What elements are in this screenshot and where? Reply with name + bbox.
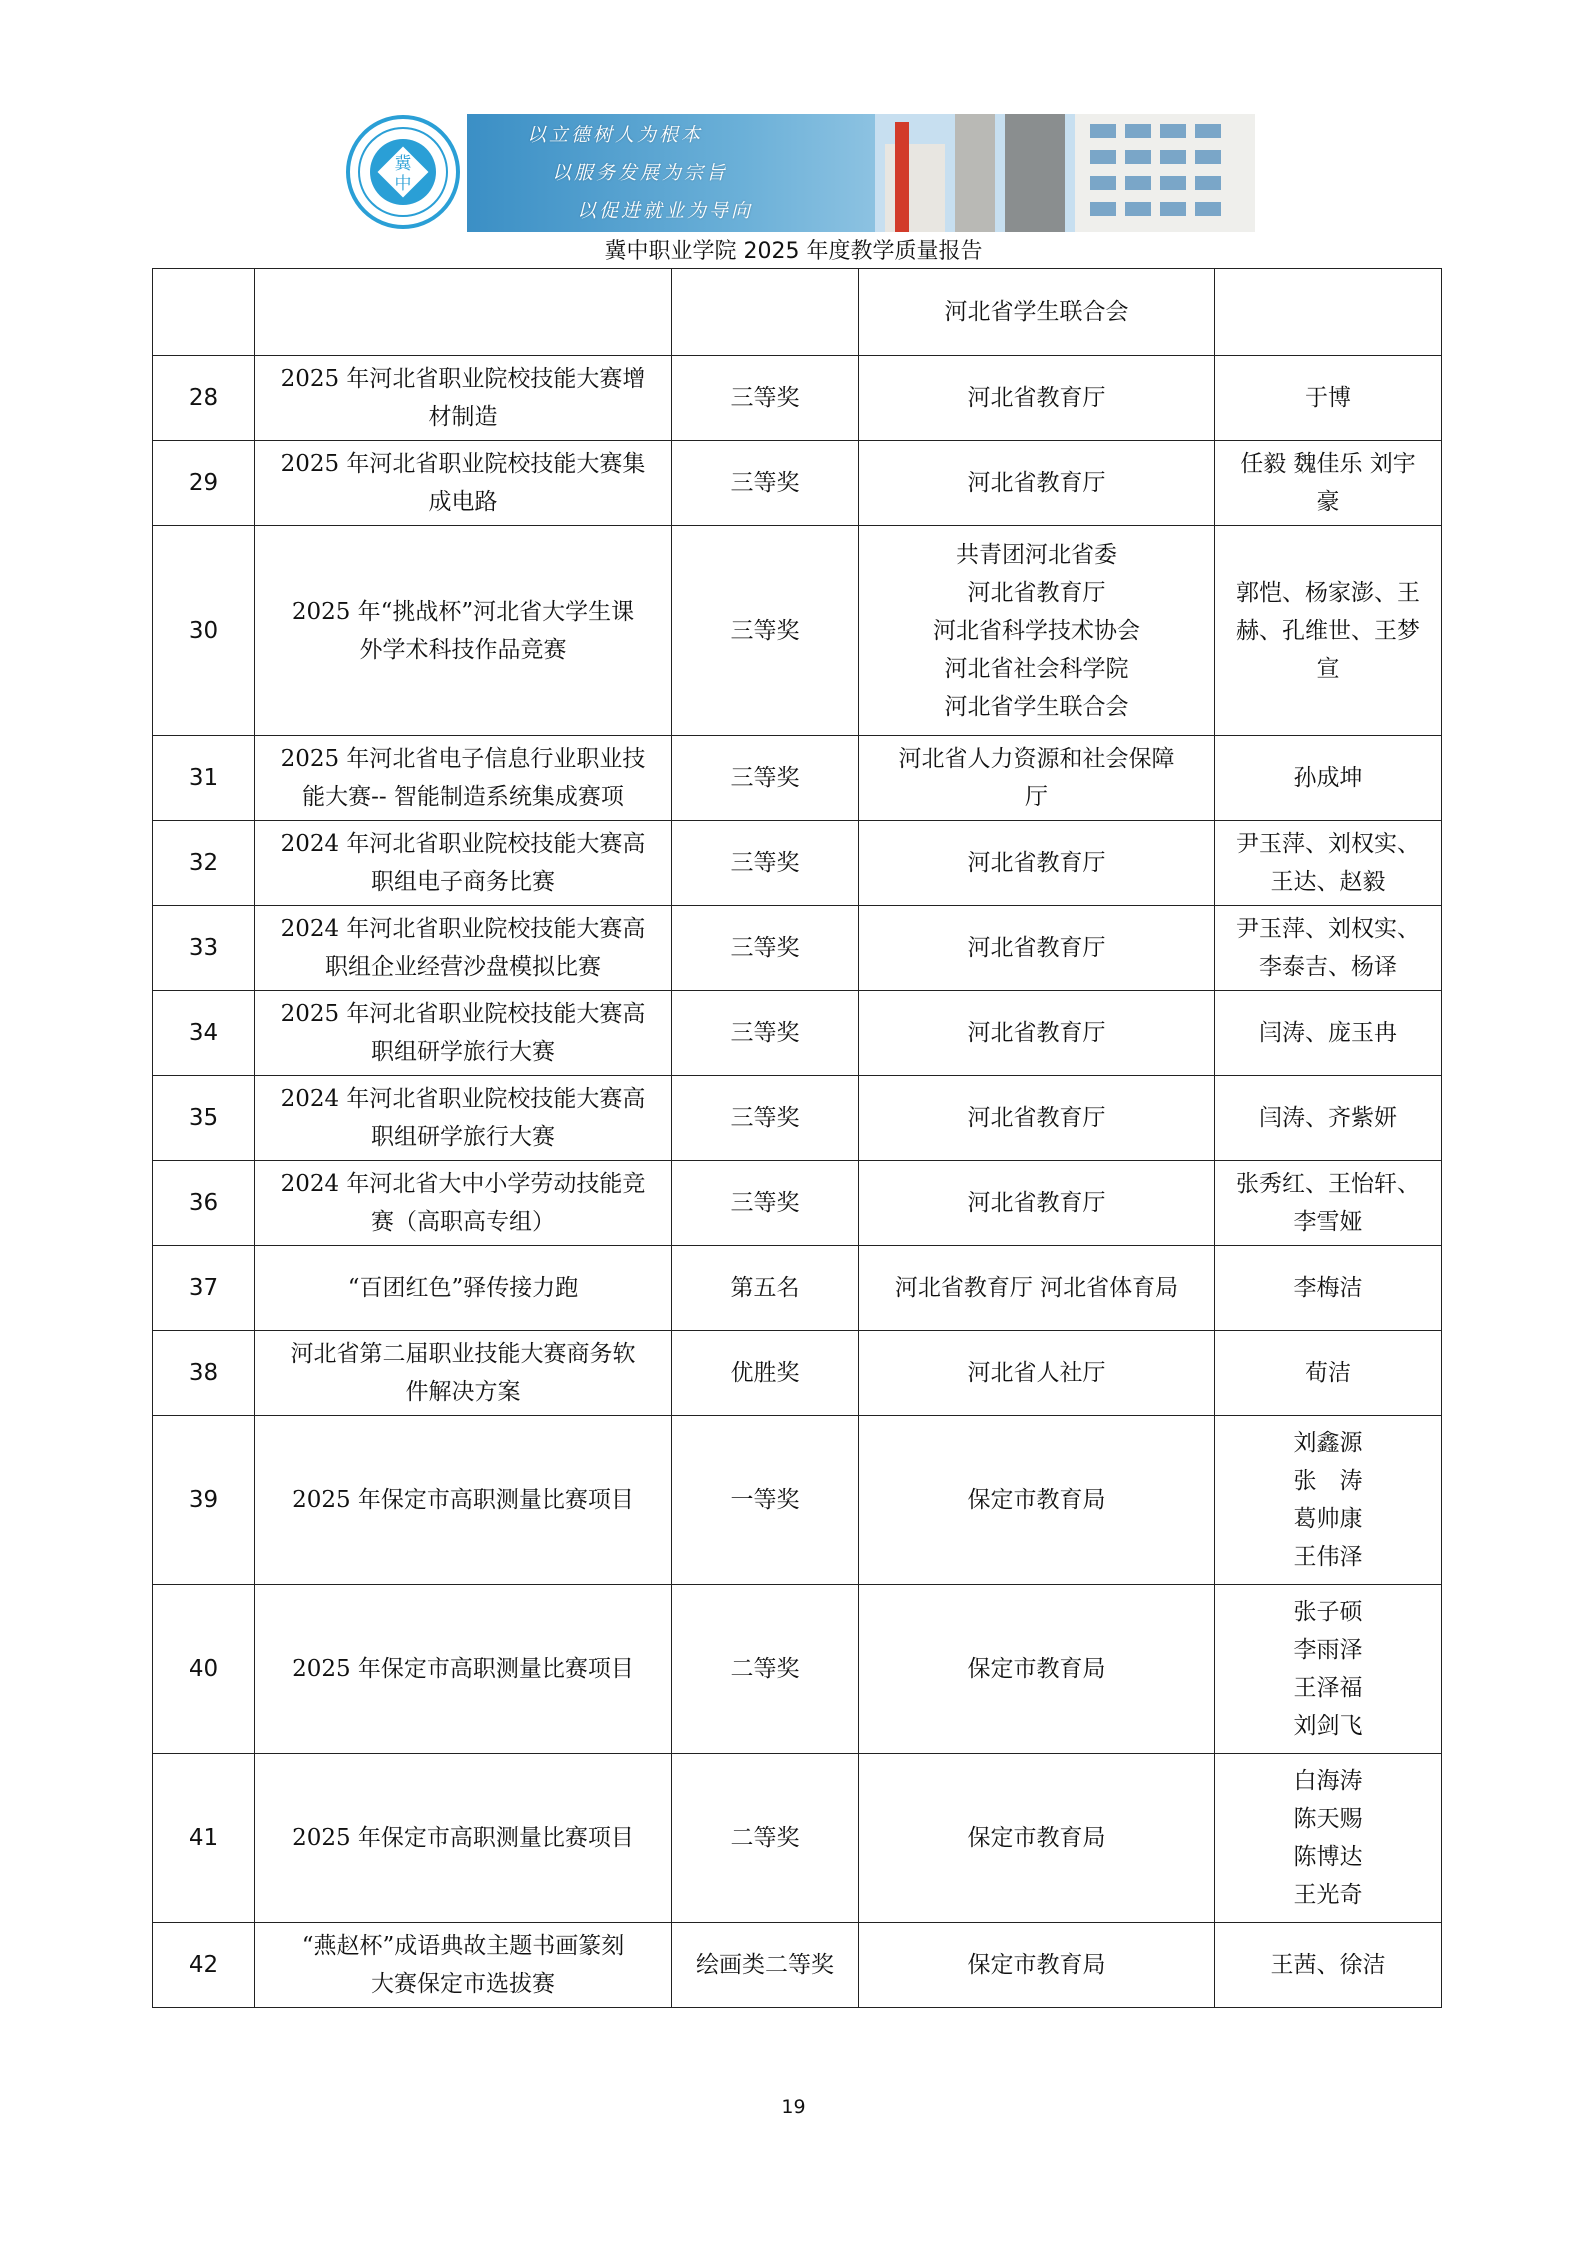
organizer [859,1754,1215,1923]
winners [1215,526,1442,736]
organizer-line: 河北省教育厅 [967,1190,1106,1216]
row-number: 41 [153,1754,255,1923]
winners-line: 尹玉萍、刘权实、 [1236,916,1420,942]
competition-name-line: 2024 年河北省职业院校技能大赛高 [280,916,646,942]
winners-line: 郭恺、杨家澎、王 [1236,579,1420,606]
competition-name [255,1754,672,1923]
competition-name-line: 件解决方案 [405,1379,521,1405]
winners-line: 李梅洁 [1293,1275,1363,1301]
organizer [859,526,1215,736]
awards-table [152,268,1442,2008]
college-logo [345,114,461,230]
row-number: 40 [153,1585,255,1754]
winners [1215,1923,1442,2008]
organizer-line: 河北省教育厅 河北省体育局 [894,1275,1179,1301]
competition-name-line: 2025 年保定市高职测量比赛项目 [292,1825,634,1851]
competition-name-line: 2024 年河北省大中小学劳动技能竞 [280,1171,646,1197]
award-level: 二等奖 [672,1585,859,1754]
organizer-line: 保定市教育局 [967,1952,1106,1978]
row-number [153,269,255,356]
competition-name-line: 材制造 [428,404,498,430]
winners-line: 葛帅康 [1293,1506,1363,1532]
award-level: 三等奖 [672,821,859,906]
award-level: 三等奖 [672,906,859,991]
winners [1215,1754,1442,1923]
winners [1215,1076,1442,1161]
competition-name-line: 能大赛-- 智能制造系统集成赛项 [302,784,624,810]
winners-line: 张子硕 [1293,1599,1363,1625]
row-number: 28 [153,356,255,441]
competition-name-line: 2025 年保定市高职测量比赛项目 [292,1487,634,1513]
organizer [859,1331,1215,1416]
organizer [859,441,1215,526]
organizer [859,1076,1215,1161]
competition-name-line: 大赛保定市选拔赛 [371,1971,555,1997]
competition-name [255,1585,672,1754]
organizer [859,356,1215,441]
organizer-line: 河北省教育厅 [967,850,1106,876]
competition-name [255,1246,672,1331]
organizer-line: 保定市教育局 [967,1825,1106,1851]
winners-line: 赫、孔维世、王梦 [1236,617,1420,644]
winners-line: 宣 [1316,655,1340,682]
competition-name-line: 外学术科技作品竞赛 [359,636,567,663]
row-number: 30 [153,526,255,736]
row-number: 32 [153,821,255,906]
award-level: 一等奖 [672,1416,859,1585]
row-number: 29 [153,441,255,526]
winners-line: 白海涛 [1293,1768,1363,1794]
organizer-line: 保定市教育局 [967,1656,1106,1682]
row-number: 37 [153,1246,255,1331]
table-row [153,441,1442,526]
competition-name-line: 职组企业经营沙盘模拟比赛 [325,954,601,980]
winners-line: 王光奇 [1293,1882,1363,1908]
organizer [859,821,1215,906]
winners-line: 于博 [1305,385,1351,411]
competition-name-line: 赛（高职高专组） [371,1209,555,1235]
winners-line: 李泰吉、杨译 [1259,954,1397,980]
table-row [153,526,1442,736]
winners-line: 李雨泽 [1293,1637,1363,1663]
award-level [672,269,859,356]
winners-line: 王茜、徐洁 [1270,1952,1386,1978]
winners [1215,906,1442,991]
competition-name [255,991,672,1076]
award-level: 三等奖 [672,1161,859,1246]
winners [1215,991,1442,1076]
competition-name-line: 2025 年河北省电子信息行业职业技 [280,746,646,772]
winners [1215,1331,1442,1416]
competition-name [255,906,672,991]
competition-name [255,1161,672,1246]
row-number: 33 [153,906,255,991]
table-row [153,1923,1442,2008]
award-level: 三等奖 [672,991,859,1076]
organizer-line: 河北省教育厅 [967,579,1106,606]
organizer-line: 河北省科学技术协会 [933,617,1140,644]
organizer [859,1585,1215,1754]
winners [1215,1416,1442,1585]
competition-name [255,1331,672,1416]
table-row [153,1585,1442,1754]
winners [1215,736,1442,821]
organizer-line: 河北省人力资源和社会保障 [898,746,1175,772]
winners-line: 王伟泽 [1293,1544,1363,1570]
organizer-line: 保定市教育局 [967,1487,1106,1513]
winners-line: 李雪娅 [1293,1209,1363,1235]
winners-line: 闫涛、齐紫妍 [1259,1105,1397,1131]
organizer [859,1923,1215,2008]
winners-line: 王达、赵毅 [1270,869,1386,895]
organizer [859,736,1215,821]
award-level: 三等奖 [672,1076,859,1161]
organizer-line: 河北省教育厅 [967,1105,1106,1131]
winners-line: 孙成坤 [1293,765,1363,791]
winners-line: 陈博达 [1293,1844,1363,1870]
competition-name-line: 2025 年河北省职业院校技能大赛增 [280,366,646,392]
winners-line: 陈天赐 [1293,1806,1363,1832]
organizer [859,1416,1215,1585]
competition-name-line: 2025 年河北省职业院校技能大赛集 [280,451,646,477]
motto-line-3: 以促进就业为导向 [577,200,754,222]
table-row [153,906,1442,991]
report-title: 冀中职业学院 2025 年度教学质量报告 [604,239,983,264]
row-number: 36 [153,1161,255,1246]
table-row [153,821,1442,906]
row-number: 42 [153,1923,255,2008]
winners-line: 任毅 魏佳乐 刘宇 [1240,451,1416,477]
table-row [153,1754,1442,1923]
competition-name-line: “燕赵杯”成语典故主题书画篆刻 [301,1933,625,1959]
winners-line: 张 涛 [1293,1468,1363,1494]
winners-line: 荀洁 [1305,1360,1351,1386]
table-row [153,1246,1442,1331]
organizer-line: 厅 [1025,784,1048,810]
competition-name [255,1416,672,1585]
winners-line: 王泽福 [1293,1675,1363,1701]
competition-name-line: 河北省第二届职业技能大赛商务软 [290,1341,636,1367]
winners [1215,821,1442,906]
organizer-line: 河北省教育厅 [967,385,1106,411]
award-level: 第五名 [672,1246,859,1331]
organizer [859,991,1215,1076]
winners-line: 豪 [1316,489,1340,515]
winners-line: 张秀红、王怡轩、 [1236,1171,1420,1197]
competition-name-line: 职组研学旅行大赛 [371,1039,555,1065]
competition-name [255,441,672,526]
competition-name-line: 2024 年河北省职业院校技能大赛高 [280,831,646,857]
table-row [153,991,1442,1076]
winners-line: 尹玉萍、刘权实、 [1236,831,1420,857]
competition-name-line: 2025 年河北省职业院校技能大赛高 [280,1001,646,1027]
competition-name-line: 2025 年保定市高职测量比赛项目 [292,1656,634,1682]
motto-line-2: 以服务发展为宗旨 [552,162,729,184]
row-number: 38 [153,1331,255,1416]
organizer-line: 河北省教育厅 [967,470,1106,496]
competition-name [255,269,672,356]
competition-name [255,1076,672,1161]
organizer-line: 河北省教育厅 [967,935,1106,961]
winners [1215,1246,1442,1331]
organizer-line: 河北省教育厅 [967,1020,1106,1046]
table-row [153,356,1442,441]
winners [1215,441,1442,526]
page-number: 19 [781,2096,806,2118]
motto-line-1: 以立德树人为根本 [527,124,704,146]
award-level: 二等奖 [672,1754,859,1923]
table-row [153,269,1442,356]
winners-line: 刘鑫源 [1293,1430,1363,1456]
table-row [153,736,1442,821]
organizer-line: 共青团河北省委 [956,541,1117,568]
competition-name-line: 职组研学旅行大赛 [371,1124,555,1150]
organizer [859,906,1215,991]
competition-name-line: 职组电子商务比赛 [371,869,555,895]
award-level: 三等奖 [672,441,859,526]
award-level: 三等奖 [672,356,859,441]
organizer-line: 河北省学生联合会 [944,299,1129,325]
table-row [153,1416,1442,1585]
competition-name-line: 2025 年“挑战杯”河北省大学生课 [291,598,635,625]
organizer [859,1246,1215,1331]
winners [1215,1585,1442,1754]
award-level: 三等奖 [672,736,859,821]
organizer-line: 河北省学生联合会 [944,693,1129,720]
organizer [859,269,1215,356]
organizer [859,1161,1215,1246]
banner-image [467,114,1255,232]
organizer-line: 河北省人社厅 [967,1360,1106,1386]
row-number: 35 [153,1076,255,1161]
organizer-line: 河北省社会科学院 [944,655,1129,682]
winners-line: 闫涛、庞玉冉 [1259,1020,1397,1046]
table-row [153,1161,1442,1246]
table-row [153,1331,1442,1416]
competition-name [255,821,672,906]
award-level: 绘画类二等奖 [672,1923,859,2008]
winners [1215,356,1442,441]
award-level: 优胜奖 [672,1331,859,1416]
svg-text:中: 中 [394,174,412,194]
competition-name-line: 2024 年河北省职业院校技能大赛高 [280,1086,646,1112]
winners-line: 刘剑飞 [1293,1713,1363,1739]
winners [1215,1161,1442,1246]
row-number: 31 [153,736,255,821]
svg-text:冀: 冀 [394,154,412,174]
winners [1215,269,1442,356]
competition-name [255,736,672,821]
row-number: 39 [153,1416,255,1585]
row-number: 34 [153,991,255,1076]
competition-name-line: 成电路 [428,489,498,515]
building-image [875,114,1255,232]
competition-name [255,526,672,736]
competition-name [255,356,672,441]
competition-name [255,1923,672,2008]
award-level: 三等奖 [672,526,859,736]
competition-name-line: “百团红色”驿传接力跑 [347,1275,579,1301]
table-row [153,1076,1442,1161]
